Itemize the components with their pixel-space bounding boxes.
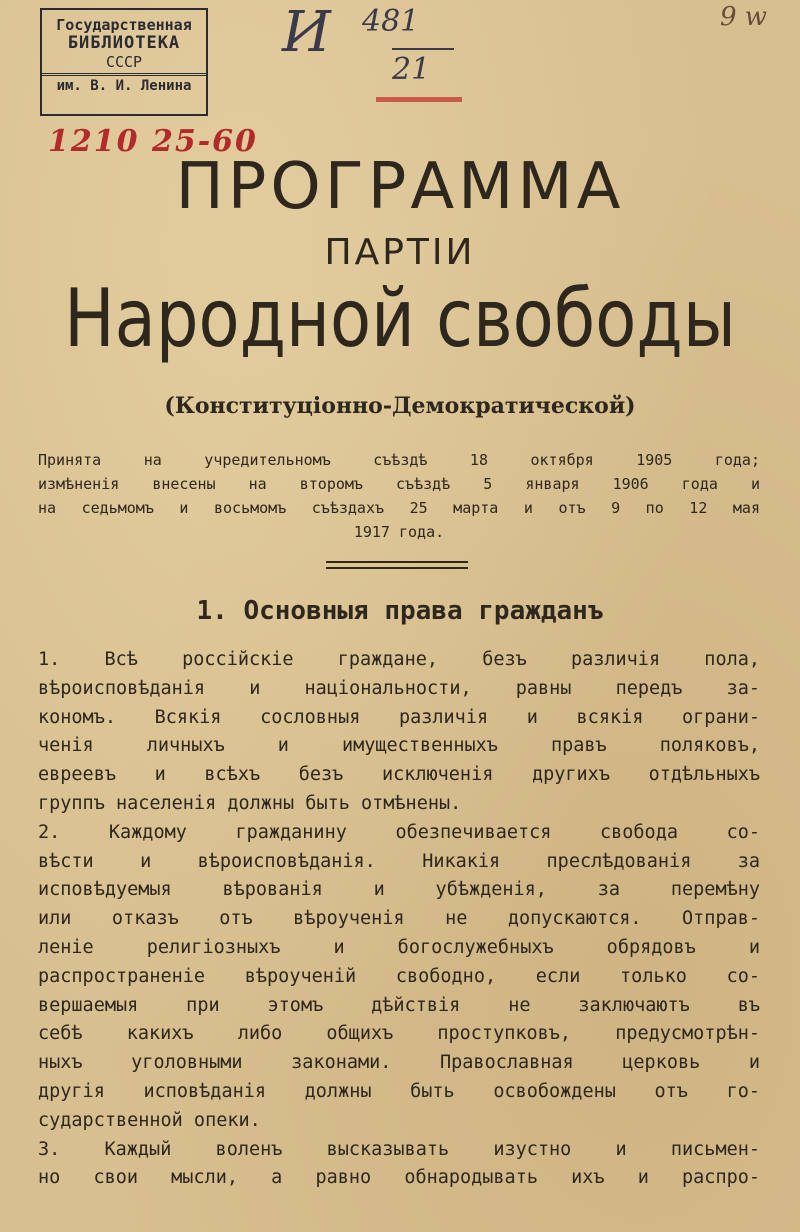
- adoption-note: [38, 448, 760, 544]
- body-line: другiя исповѣданiя должны быть освобождены отъ го-: [38, 1080, 760, 1102]
- body-line: ченiя личныхъ и имущественныхъ правъ поляковъ,: [38, 735, 760, 757]
- body-line: евреевъ и всѣхъ безъ исключенiя другихъ отдѣльныхъ: [38, 764, 760, 786]
- handwritten-fraction-line: [392, 48, 454, 50]
- handwritten-corner-mark: 9 w: [720, 2, 768, 32]
- body-line: но свои мысли, а равно обнародывать ихъ и распро-: [38, 1167, 760, 1189]
- body-line: вершаемыя при этомъ дѣйствiя не заключаютъ въ: [38, 994, 760, 1016]
- handwritten-inventory-number: 1210 25-60: [48, 124, 258, 159]
- body-line: ныхъ уголовными законами. Православная церковь и: [38, 1052, 760, 1074]
- stamp-line-2: БИБЛИОТЕКА: [67, 33, 181, 54]
- document-title: ПРОГРАММА: [175, 150, 625, 224]
- body-line: ленiе религiозныхъ и богослужебныхъ обрядовъ и: [38, 936, 760, 958]
- body-line: кономъ. Всякiя сословныя различiя и всякiя ограни-: [38, 706, 760, 728]
- handwritten-number-top: 481: [362, 4, 420, 39]
- party-name: Народной свободы: [64, 272, 736, 365]
- body-text: [38, 646, 760, 1193]
- note-line: на седьмомъ и восьмомъ съѣздахъ 25 марта и отъ 9 по 12 мая: [38, 499, 760, 517]
- library-stamp: [40, 8, 208, 116]
- body-line: вѣроисповѣданiя и нацiональности, равны передъ за-: [38, 677, 760, 699]
- body-line: 3. Каждый воленъ высказывать изустно и письмен-: [38, 1138, 760, 1160]
- stamp-line-4: им. В. И. Ленина: [42, 73, 206, 94]
- stamp-line-3: СССР: [105, 52, 143, 71]
- handwritten-shelf-mark: И: [282, 0, 331, 65]
- body-line: или отказъ отъ вѣроученiя не допускаются. Отправ-: [38, 908, 760, 930]
- note-line: 1917 года.: [353, 523, 445, 541]
- section-heading: 1. Основныя права гражданъ: [196, 596, 604, 626]
- body-line: вѣсти и вѣроисповѣданiя. Никакiя преслѣдованiя за: [38, 850, 760, 872]
- body-line: распространенiе вѣроученiй свободно, если только со-: [38, 965, 760, 987]
- red-pencil-line: [376, 97, 462, 102]
- party-qualifier: (Конституцiонно-Демократической): [164, 393, 636, 419]
- handwritten-number-bottom: 21: [392, 52, 431, 87]
- double-divider: [326, 561, 468, 569]
- body-line: себѣ какихъ либо общихъ проступковъ, предусмотрѣн-: [38, 1023, 760, 1045]
- note-line: Принята на учредительномъ съѣздѣ 18 октября 1905 года;: [38, 451, 760, 469]
- body-line: сударственной опеки.: [38, 1109, 261, 1131]
- document-subtitle: ПАРТIИ: [324, 232, 476, 273]
- body-line: исповѣдуемыя вѣрованiя и убѣжденiя, за перемѣну: [38, 879, 760, 901]
- body-line: 2. Каждому гражданину обезпечивается свобода со-: [38, 821, 760, 843]
- note-line: измѣненiя внесены на второмъ съѣздѣ 5 января 1906 года и: [38, 475, 760, 493]
- body-line: группъ населенiя должны быть отмѣнены.: [38, 792, 462, 814]
- body-line: 1. Всѣ россiйскiе граждане, безъ различiя пола,: [38, 649, 760, 670]
- stamp-line-1: Государственная: [56, 16, 192, 34]
